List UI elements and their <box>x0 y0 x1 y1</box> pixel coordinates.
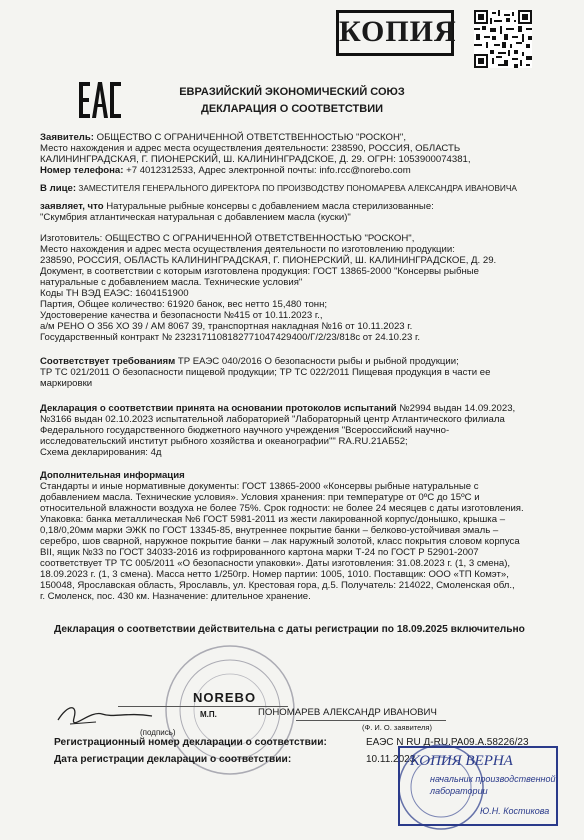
additional-heading: Дополнительная информация <box>40 470 185 481</box>
basis-line-3: Федерального государственного бюджетного научного учреждения "Всероссийский научно- <box>40 425 450 436</box>
applicant-phone: Номер телефона: +7 4012312533, Адрес электронной почты: info.rcc@norebo.com <box>40 165 411 176</box>
additional-line: 0,18/0,20мм марки ЭЖК по ГОСТ 13345-85, внутреннее покрытие банки – белково-устойчивая эмаль – <box>40 525 499 536</box>
registration-date: 10.11.2023 <box>366 754 416 765</box>
norebo-logo: NOREBO <box>193 690 257 705</box>
basis-line-1: Декларация о соответствии принята на основании протоколов испытаний №2994 выдан 14.09.2023, <box>40 403 516 414</box>
manufacturer-line: Документ, в соответствии с которым изготовлена продукция: ГОСТ 13865-2000 "Консервы рыбные <box>40 266 479 277</box>
additional-line: 18.09.2023 г. (1, 3 смена). Масса нетто 1/250гр. Номер партии: 1005, 1010. Поставщик: ООО «ТП Комэт», <box>40 569 509 580</box>
additional-line: добавлением масла. Технические условия». Условия хранения: при температуре от 0ºС до 15ºС и <box>40 492 480 503</box>
name-caption: (Ф. И. О. заявителя) <box>362 723 432 732</box>
additional-line: BII, ящик №33 по ГОСТ 34033-2016 из гофрированного картона марки Т-24 по ГОСТ Р 52901-2007 <box>40 547 479 558</box>
additional-line: Упаковка: банка металлическая №6 ГОСТ 5981-2011 из жести лакированной корпус/донышко, крышка – <box>40 514 506 525</box>
signature-caption: (подпись) <box>140 728 176 737</box>
manufacturer-line: Государственный контракт № 2323171108182771047429400/Г/2/23/818с от 24.10.23 г. <box>40 332 420 343</box>
signature-scribble <box>56 700 156 728</box>
manufacturer-line: Место нахождения и адрес места осуществления деятельности по изготовлению продукции: <box>40 244 455 255</box>
declares-line-2: "Скумбрия атлантическая натуральная с добавлением масла (куски)" <box>40 212 351 223</box>
document-title: ДЕКЛАРАЦИЯ О СООТВЕТСТВИИ <box>200 103 384 115</box>
copy-verified-stamp <box>398 746 558 826</box>
manufacturer-line: а/м РЕНО О 356 ХО 39 / АМ 8067 39, транспортная накладная №16 от 10.11.2023 г. <box>40 321 413 332</box>
copy-verified-line-1: начальник производственной <box>430 774 556 784</box>
additional-line: г. Смоленск, пос. 430 км. Назначение: длительное хранение. <box>40 591 311 602</box>
validity-statement: Декларация о соответствии действительна с даты регистрации по 18.09.2025 включительно <box>54 624 525 635</box>
registration-date-label: Дата регистрации декларации о соответствии: <box>54 754 292 765</box>
manufacturer-line: Партия, Общее количество: 61920 банок, вес нетто 15,480 тонн; <box>40 299 328 310</box>
copy-verified-line-2: лаборатории <box>430 786 488 796</box>
additional-line: серебро, шов сварной, наружное покрытие банки – лак наружный золотой, класс покрытия словом корпуса <box>40 536 520 547</box>
basis-line-5: Схема декларирования: 4д <box>40 447 162 458</box>
applicant-line-3: КАЛИНИНГРАДСКАЯ, Г. ПИОНЕРСКИЙ, Ш. КАЛИНИНГРАДСКОЕ, Д. 29. ОГРН: 1053900074381, <box>40 154 471 165</box>
qr-code <box>474 10 532 68</box>
registration-number: ЕАЭС N RU Д-RU.PA09.A.58226/23 <box>366 737 529 748</box>
declares-line-1: заявляет, что Натуральные рыбные консервы с добавлением масла стерилизованные: <box>40 201 434 212</box>
copy-verified-name: Ю.Н. Костикова <box>480 806 550 816</box>
applicant-line-1: Заявитель: ОБЩЕСТВО С ОГРАНИЧЕННОЙ ОТВЕТСТВЕННОСТЬЮ "РОСКОН", <box>40 132 406 143</box>
additional-line: относительной влажности воздуха не более 75%. Срок годности: не более 24 месяцев с даты изготовления. <box>40 503 524 514</box>
additional-line: 150048, Ярославская область, Ярославль, ул. Крестовая гора, д.5. Получатель: 214022, Смоленская обл., <box>40 580 515 591</box>
manufacturer-line: натуральные с добавлением масла. Технические условия" <box>40 277 303 288</box>
registration-number-label: Регистрационный номер декларации о соответствии: <box>54 737 327 748</box>
name-line <box>296 720 446 721</box>
person-line: В лице: ЗАМЕСТИТЕЛЯ ГЕНЕРАЛЬНОГО ДИРЕКТОРА ПО ПРОИЗВОДСТВУ ПОНОМАРЕВА АЛЕКСАНДРА ИВАНОВИЧА <box>40 183 517 194</box>
requirements-line-2: ТР ТС 021/2011 О безопасности пищевой продукции; ТР ТС 022/2011 Пищевая продукция в части ее <box>40 367 491 378</box>
copy-verified-title: КОПИЯ ВЕРНА <box>410 753 513 769</box>
applicant-line-2: Место нахождения и адрес места осуществления деятельности: 238590, РОССИЯ, ОБЛАСТЬ <box>40 143 461 154</box>
manufacturer-line: Удостоверение качества и безопасности №415 от 10.11.2023 г., <box>40 310 323 321</box>
additional-line: Стандарты и иные нормативные документы: ГОСТ 13865-2000 «Консервы рыбные натуральные с <box>40 481 479 492</box>
basis-line-4: исследовательский институт рыбного хозяйства и океанографии"" RA.RU.21АБ52; <box>40 436 408 447</box>
manufacturer-line: 238590, РОССИЯ, ОБЛАСТЬ КАЛИНИНГРАДСКАЯ, Г. ПИОНЕРСКИЙ, Ш. КАЛИНИНГРАДСКОЕ, Д. 29. <box>40 255 497 266</box>
applicant-name: ПОНОМАРЕВ АЛЕКСАНДР ИВАНОВИЧ <box>258 707 437 718</box>
basis-line-2: №3166 выдан 02.10.2023 испытательной лабораторией "Лабораторный центр Атлантического филиала <box>40 414 505 425</box>
requirements-line-1: Соответствует требованиям ТР ЕАЭС 040/2016 О безопасности рыбы и рыбной продукции; <box>40 356 459 367</box>
requirements-line-3: маркировки <box>40 378 93 389</box>
manufacturer-line: Изготовитель: ОБЩЕСТВО С ОГРАНИЧЕННОЙ ОТВЕТСТВЕННОСТЬЮ "РОСКОН", <box>40 233 415 244</box>
union-title: ЕВРАЗИЙСКИЙ ЭКОНОМИЧЕСКИЙ СОЮЗ <box>179 86 405 98</box>
kopia-stamp: КОПИЯ <box>336 10 454 56</box>
additional-line: соответствует ТР ТС 005/2011 «О безопасности упаковки». Даты изготовления: 31.08.2023 г. (1, 3 смена), <box>40 558 511 569</box>
manufacturer-line: Коды ТН ВЭД ЕАЭС: 1604151900 <box>40 288 189 299</box>
mp-label: М.П. <box>200 710 217 719</box>
